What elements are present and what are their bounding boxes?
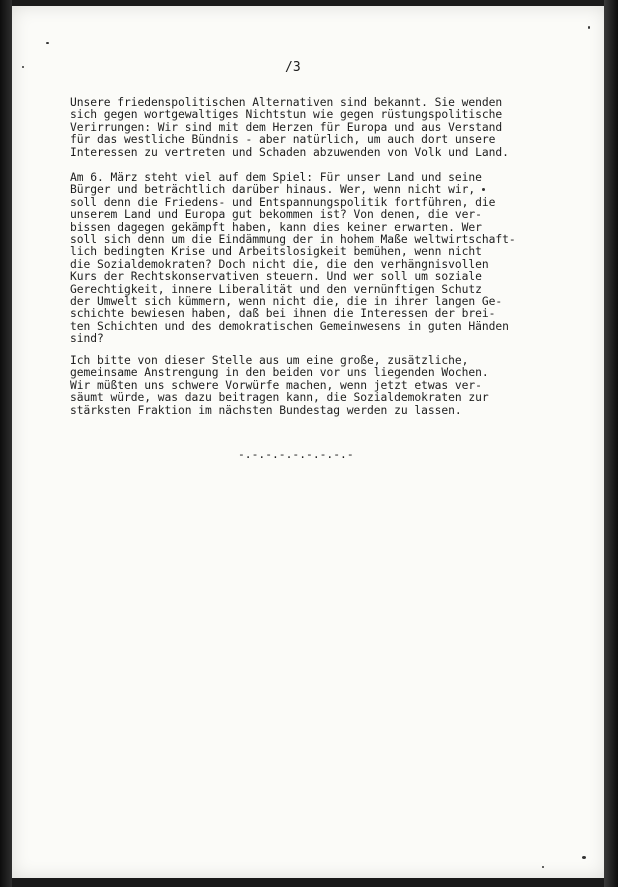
paragraph-2 xyxy=(70,172,540,346)
page-number: /3 xyxy=(285,60,301,75)
text-line: Interessen zu vertreten und Schaden abzuwenden von Volk und Land. xyxy=(70,145,509,159)
paragraph-3 xyxy=(70,355,540,417)
text-line: soll denn die Friedens- und Entspannungspolitik fortführen, die xyxy=(70,195,496,209)
text-line: Wir müßten uns schwere Vorwürfe machen, wenn jetzt etwas ver- xyxy=(70,378,482,392)
scan-speck xyxy=(588,26,590,29)
text-line: Bürger und beträchtlich darüber hinaus. Wer, wenn nicht wir, xyxy=(70,183,476,197)
scan-edge-right xyxy=(604,0,618,887)
text-line: Verirrungen: Wir sind mit dem Herzen für Europa und aus Verstand xyxy=(70,120,503,134)
text-line: soll sich denn um die Eindämmung der in hohem Maße weltwirtschaft- xyxy=(70,233,516,247)
text-line: sich gegen wortgewaltiges Nichtstun wie gegen rüstungspolitische xyxy=(70,108,503,122)
text-line: unserem Land und Europa gut bekommen ist? Von denen, die ver- xyxy=(70,208,482,222)
text-line: schichte bewiesen haben, daß bei ihnen die Interessen der brei- xyxy=(70,307,496,321)
text-line: der Umwelt sich kümmern, wenn nicht die, die in ihrer langen Ge- xyxy=(70,295,503,309)
text-line: Unsere friedenspolitischen Alternativen sind bekannt. Sie wenden xyxy=(70,96,503,109)
paragraph-1 xyxy=(70,97,540,159)
scan-speck xyxy=(542,866,544,868)
scan-speck xyxy=(46,42,49,44)
text-line: sind? xyxy=(70,332,104,346)
text-line: für das westliche Bündnis - aber natürlich, um auch dort unsere xyxy=(70,133,496,147)
scan-edge-left xyxy=(0,0,12,887)
text-line: Gerechtigkeit, innere Liberalität und den vernünftigen Schutz xyxy=(70,282,482,296)
scan-speck xyxy=(22,66,24,68)
text-line: stärksten Fraktion im nächsten Bundestag werden zu lassen. xyxy=(70,403,462,417)
text-line: lich bedingten Krise und Arbeitslosigkeit bemühen, wenn nicht xyxy=(70,245,482,259)
text-line: Am 6. März steht viel auf dem Spiel: Für unser Land und seine xyxy=(70,171,482,184)
text-line: gemeinsame Anstrengung in den beiden vor uns liegenden Wochen. xyxy=(70,366,489,380)
text-line: ten Schichten und des demokratischen Gemeinwesens in guten Händen xyxy=(70,319,509,333)
text-line: bissen dagegen gekämpft haben, kann dies keiner erwarten. Wer xyxy=(70,220,482,234)
closing-separator: -.-.-.-.-.-.-.-.- xyxy=(238,448,354,461)
text-line: Ich bitte von dieser Stelle aus um eine große, zusätzliche, xyxy=(70,354,469,367)
text-line: Kurs der Rechtskonservativen steuern. Und wer soll um soziale xyxy=(70,270,482,284)
scan-speck xyxy=(582,856,586,859)
text-line: die Sozialdemokraten? Doch nicht die, die den verhängnisvollen xyxy=(70,257,489,271)
text-line: säumt würde, was dazu beitragen kann, die Sozialdemokraten zur xyxy=(70,391,489,405)
